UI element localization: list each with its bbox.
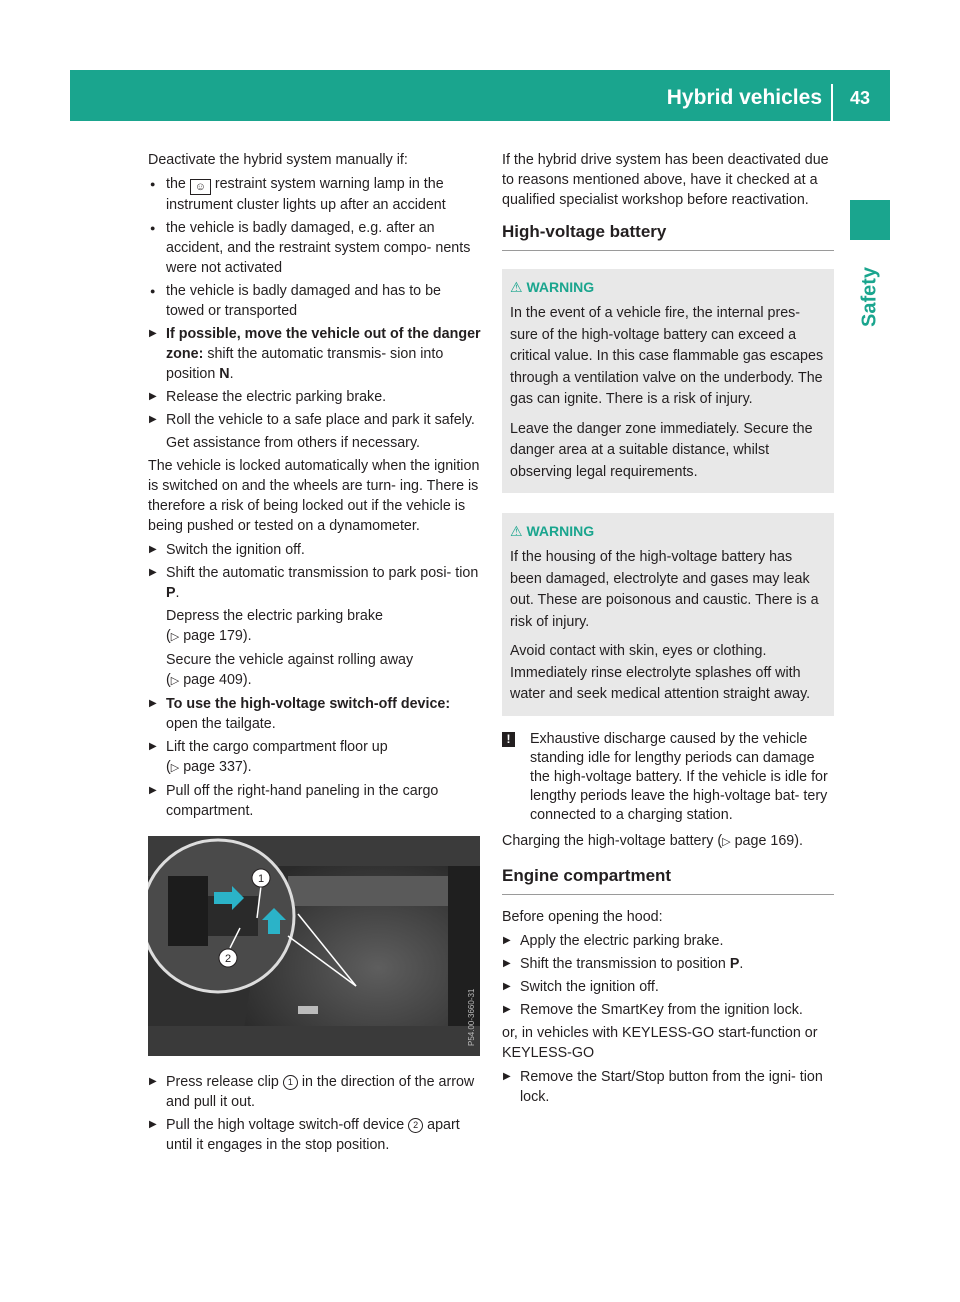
condition-item: ● the vehicle is badly damaged, e.g. after an accident, and the restraint system compo- nents were not activated bbox=[148, 218, 482, 278]
instruction-step: ▶ Switch the ignition off. bbox=[148, 540, 482, 560]
exclamation-icon: ! bbox=[502, 732, 515, 747]
section-tab bbox=[850, 252, 890, 342]
photo-code: P54.00-3660-31 bbox=[467, 988, 476, 1046]
cargo-compartment-photo bbox=[148, 836, 480, 1056]
instruction-step: ▶ If possible, move the vehicle out of the danger zone: shift the automatic transmis- sion into position N. bbox=[148, 324, 482, 384]
instruction-step: ▶ Remove the SmartKey from the ignition lock. bbox=[502, 1000, 834, 1020]
left-column bbox=[148, 150, 482, 1158]
callout-number: 2 bbox=[408, 1118, 423, 1133]
instruction-step: ▶ Apply the electric parking brake. bbox=[502, 931, 834, 951]
page-reference[interactable]: page 409 bbox=[183, 672, 243, 688]
instruction-note: Get assistance from others if necessary. bbox=[166, 435, 420, 451]
warning-triangle-icon: ⚠ bbox=[510, 279, 523, 295]
header-separator bbox=[831, 84, 833, 121]
page-ref-arrow-icon: ▷ bbox=[722, 835, 731, 848]
photo-callout-2: 2 bbox=[224, 953, 232, 965]
page-ref-arrow-icon: ▷ bbox=[170, 675, 180, 687]
page-ref-arrow-icon: ▷ bbox=[170, 631, 180, 643]
body-paragraph: or, in vehicles with KEYLESS-GO start-function or KEYLESS-GO bbox=[502, 1024, 818, 1061]
chapter-title: Hybrid vehicles bbox=[666, 86, 822, 109]
instruction-step: ▶ Lift the cargo compartment floor up (▷ page 337). bbox=[148, 737, 482, 778]
intro-text: Deactivate the hybrid system manually if: bbox=[148, 152, 408, 168]
instruction-step: ▶ Shift the transmission to position P. bbox=[502, 954, 834, 974]
instruction-step: ▶ Pull the high voltage switch-off device 2 apart until it engages in the stop position. bbox=[148, 1115, 482, 1155]
body-paragraph: The vehicle is locked automatically when the ignition is switched on and the wheels are turn- ing. There is therefore a risk of being locked out if the vehicle is being pushed or tested on a dynamometer. bbox=[148, 458, 480, 534]
section-heading: High-voltage battery bbox=[502, 222, 834, 251]
instruction-step: ▶ Roll the vehicle to a safe place and park it safely. bbox=[148, 410, 482, 430]
body-paragraph: Charging the high-voltage battery (▷ page 169). bbox=[502, 832, 803, 849]
warning-box bbox=[502, 269, 834, 493]
warning-title: WARNING bbox=[526, 523, 595, 539]
instruction-step: ▶ Shift the automatic transmission to park posi- tion P. bbox=[148, 563, 482, 603]
page-header bbox=[70, 70, 890, 121]
instruction-step: ▶ Pull off the right-hand paneling in the cargo compartment. bbox=[148, 781, 482, 821]
warning-box bbox=[502, 513, 834, 716]
body-paragraph: If the hybrid drive system has been deactivated due to reasons mentioned above, have it checked at a qualified specialist workshop before reactivation. bbox=[502, 152, 829, 208]
warning-text: Avoid contact with skin, eyes or clothing. Immediately rinse electrolyte splashes off with water and seek medical attention straight away. bbox=[510, 643, 811, 702]
instruction-step: ▶ Release the electric parking brake. bbox=[148, 387, 482, 407]
callout-number: 1 bbox=[283, 1075, 298, 1090]
warning-title: WARNING bbox=[526, 279, 595, 295]
condition-item: ● the vehicle is badly damaged and has to be towed or transported bbox=[148, 281, 482, 321]
page-number: 43 bbox=[849, 88, 870, 108]
page-ref-arrow-icon: ▷ bbox=[170, 762, 180, 774]
instruction-note: Secure the vehicle against rolling away (▷ page 409). bbox=[166, 652, 414, 688]
instruction-step: ▶ Switch the ignition off. bbox=[502, 977, 834, 997]
right-column bbox=[502, 150, 834, 1110]
photo-callout-1: 1 bbox=[257, 873, 265, 885]
instruction-note: Depress the electric parking brake (▷ page 179). bbox=[166, 608, 383, 644]
section-heading: Engine compartment bbox=[502, 866, 834, 895]
page-reference[interactable]: page 179 bbox=[183, 628, 243, 644]
body-paragraph: Before opening the hood: bbox=[502, 908, 663, 925]
restraint-system-lamp-icon: ☺ bbox=[190, 179, 211, 195]
instruction-step: ▶ To use the high-voltage switch-off device: open the tailgate. bbox=[148, 694, 482, 734]
page-reference[interactable]: page 169 bbox=[734, 832, 795, 849]
instruction-step: ▶ Press release clip 1 in the direction of the arrow and pull it out. bbox=[148, 1072, 482, 1112]
section-tab-label: Safety bbox=[858, 266, 881, 328]
warning-triangle-icon: ⚠ bbox=[510, 523, 523, 539]
warning-text: If the housing of the high-voltage battery has been damaged, electrolyte and gases may leak out. These are poisonous and caustic. There is a risk of injury. bbox=[510, 549, 819, 630]
warning-text: Leave the danger zone immediately. Secure the danger area at a suitable distance, whilst observing legal requirements. bbox=[510, 420, 813, 480]
caution-note: ! Exhaustive discharge caused by the vehicle standing idle for lengthy periods can damage the high-voltage battery. If the vehicle is idle for lengthy periods leave the high-voltage bat- tery connected to a charging station. bbox=[502, 730, 834, 825]
instruction-step: ▶ Remove the Start/Stop button from the igni- tion lock. bbox=[502, 1067, 834, 1107]
page-reference[interactable]: page 337 bbox=[183, 759, 243, 775]
warning-text: In the event of a vehicle fire, the internal pres- sure of the high-voltage battery can exceed a critical value. In this case flammable gas escapes through a ventilation valve on the underbody. The gas can ignite. There is a risk of injury. bbox=[510, 305, 824, 407]
condition-item: ● the ☺ restraint system warning lamp in the instrument cluster lights up after an accident bbox=[148, 174, 482, 215]
section-tab-marker bbox=[850, 200, 890, 240]
